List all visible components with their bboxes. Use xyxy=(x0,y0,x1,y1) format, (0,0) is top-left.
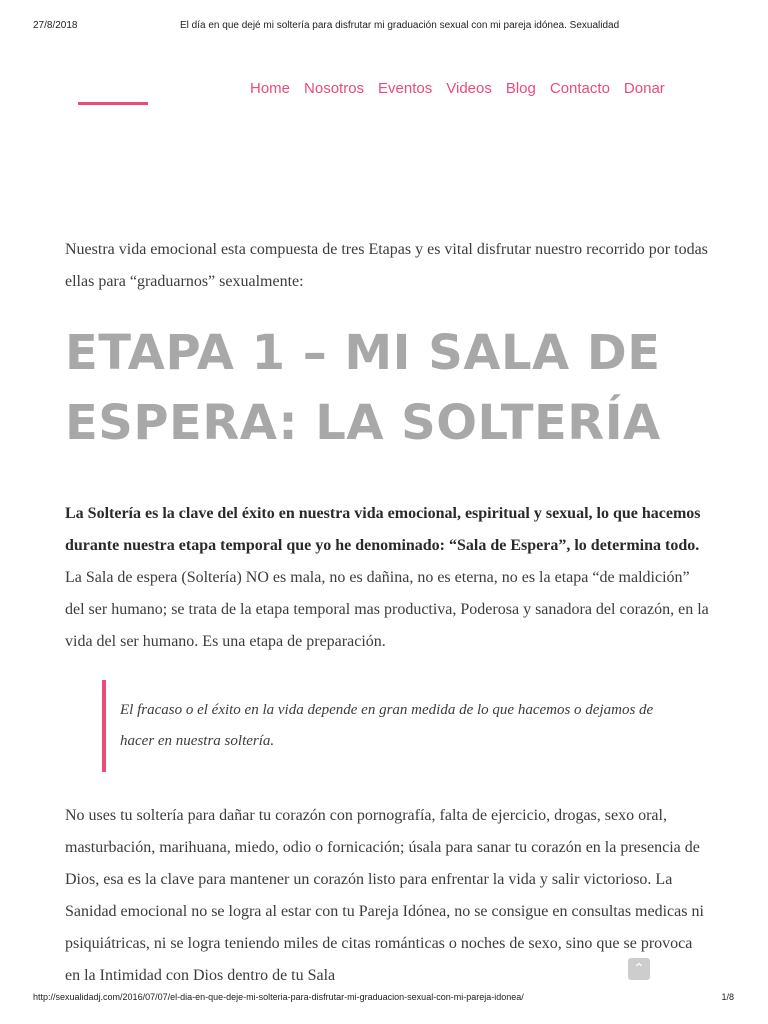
logo-underline xyxy=(78,102,148,105)
article-paragraph-1 xyxy=(65,498,710,658)
print-url: http://sexualidadj.com/2016/07/07/el-dia-en-que-deje-mi-solteria-para-disfrutar-mi-graduacion-sexual-con-mi-pareja-idonea/ xyxy=(33,992,524,1002)
nav-donar[interactable]: Donar xyxy=(623,80,665,97)
print-page-number: 1/8 xyxy=(721,992,734,1002)
nav-nosotros[interactable]: Nosotros xyxy=(304,80,365,97)
nav-videos[interactable]: Videos xyxy=(446,80,492,97)
article-paragraph-2: No uses tu soltería para dañar tu corazón con pornografía, falta de ejercicio, drogas, sexo oral, masturbación, marihuana, miedo, odio o fornicación; úsala para sanar tu corazón en la presencia de Dios, esa es la clave para mantener un corazón listo para enfrentar la vida y salir victorioso. La Sanidad emocional no se logra al estar con tu Pareja Idónea, no se consigue en consultas medicas ni psiquiátricas, ni se logra teniendo miles de citas románticas o noches de sexo, sino que se provoca en la Intimidad con Dios dentro de tu Sala xyxy=(65,807,704,984)
print-footer xyxy=(0,992,768,1012)
article-intro: Nuestra vida emocional esta compuesta de tres Etapas y es vital disfrutar nuestro recorrido por todas ellas para “graduarnos” sexualmente: xyxy=(65,241,708,290)
paragraph-1-text: La Sala de espera (Soltería) NO es mala, no es dañina, no es eterna, no es la etapa “de maldición” del ser humano; se trata de la etapa temporal mas productiva, Poderosa y sanadora del corazón, en la vida del ser humano. Es una etapa de preparación. xyxy=(65,569,709,650)
print-header xyxy=(0,0,768,30)
article-blockquote xyxy=(102,680,680,772)
main-navigation xyxy=(250,80,665,97)
nav-home[interactable]: Home xyxy=(250,80,291,97)
blockquote-text: El fracaso o el éxito en la vida depende en gran medida de lo que hacemos o dejamos de hacer en nuestra soltería. xyxy=(120,702,654,749)
paragraph-1-bold: La Soltería es la clave del éxito en nuestra vida emocional, espiritual y sexual, lo que hacemos durante nuestra etapa temporal que yo he denominado: “Sala de Espera”, lo determina todo. xyxy=(65,505,701,554)
print-date: 27/8/2018 xyxy=(33,20,78,31)
article-intro-block xyxy=(65,234,710,298)
article-heading: ETAPA 1 – MI SALA DE ESPERA: LA SOLTERÍA xyxy=(65,325,661,451)
nav-contacto[interactable]: Contacto xyxy=(549,80,610,97)
print-page-title: El día en que dejé mi soltería para disfrutar mi graduación sexual con mi pareja idónea. Sexualidad xyxy=(180,20,620,31)
nav-eventos[interactable]: Eventos xyxy=(378,80,433,97)
nav-blog[interactable]: Blog xyxy=(505,80,536,97)
chevron-up-icon[interactable]: ⌃ xyxy=(628,958,650,980)
